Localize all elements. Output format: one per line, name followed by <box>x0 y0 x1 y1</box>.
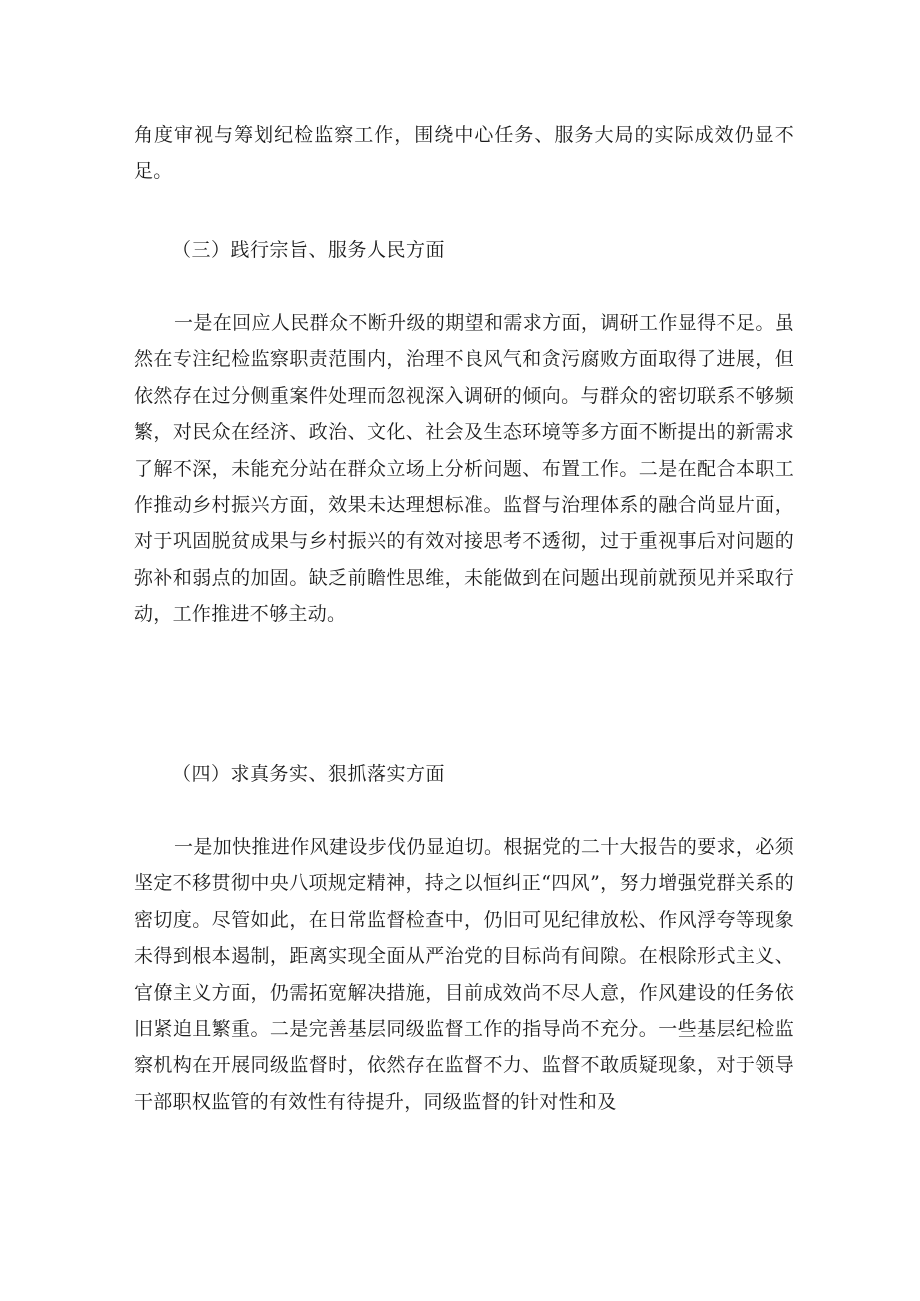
section-heading-3: （三）践行宗旨、服务人民方面 <box>172 239 446 261</box>
section-4-paragraph: 一是加快推进作风建设步伐仍显迫切。根据党的二十大报告的要求，必须坚定不移贯彻中央八项规定精神，持之以恒纠正“四风”，努力增强党群关系的密切度。尽管如此，在日常监督检查中，仍旧可见纪律放松、作风浮夸等现象未得到根本遏制，距离实现全面从严治党的目标尚有间隙。在根除形式主义、官僚主义方面，仍需拓宽解决措施，目前成效尚不尽人意，作风建设的任务依旧紧迫且繁重。二是完善基层同级监督工作的指导尚不充分。一些基层纪检监察机构在开展同级监督时，依然存在监督不力、监督不敢质疑现象，对于领导干部职权监管的有效性有待提升，同级监督的针对性和及 <box>134 836 794 1113</box>
paragraph-continued: 角度审视与筹划纪检监察工作，围绕中心任务、服务大局的实际成效仍显不足。 <box>134 124 794 183</box>
section-3-paragraph: 一是在回应人民群众不断升级的期望和需求方面，调研工作显得不足。虽然在专注纪检监察职责范围内，治理不良风气和贪污腐败方面取得了进展，但依然存在过分侧重案件处理而忽视深入调研的倾向。与群众的密切联系不够频繁，对民众在经济、政治、文化、社会及生态环境等多方面不断提出的新需求了解不深，未能充分站在群众立场上分析问题、布置工作。二是在配合本职工作推动乡村振兴方面，效果未达理想标准。监督与治理体系的融合尚显片面，对于巩固脱贫成果与乡村振兴的有效对接思考不透彻，过于重视事后对问题的弥补和弱点的加固。缺乏前瞻性思维，未能做到在问题出现前就预见并采取行动，工作推进不够主动。 <box>134 312 794 626</box>
section-heading-4: （四）求真务实、狠抓落实方面 <box>172 763 446 785</box>
